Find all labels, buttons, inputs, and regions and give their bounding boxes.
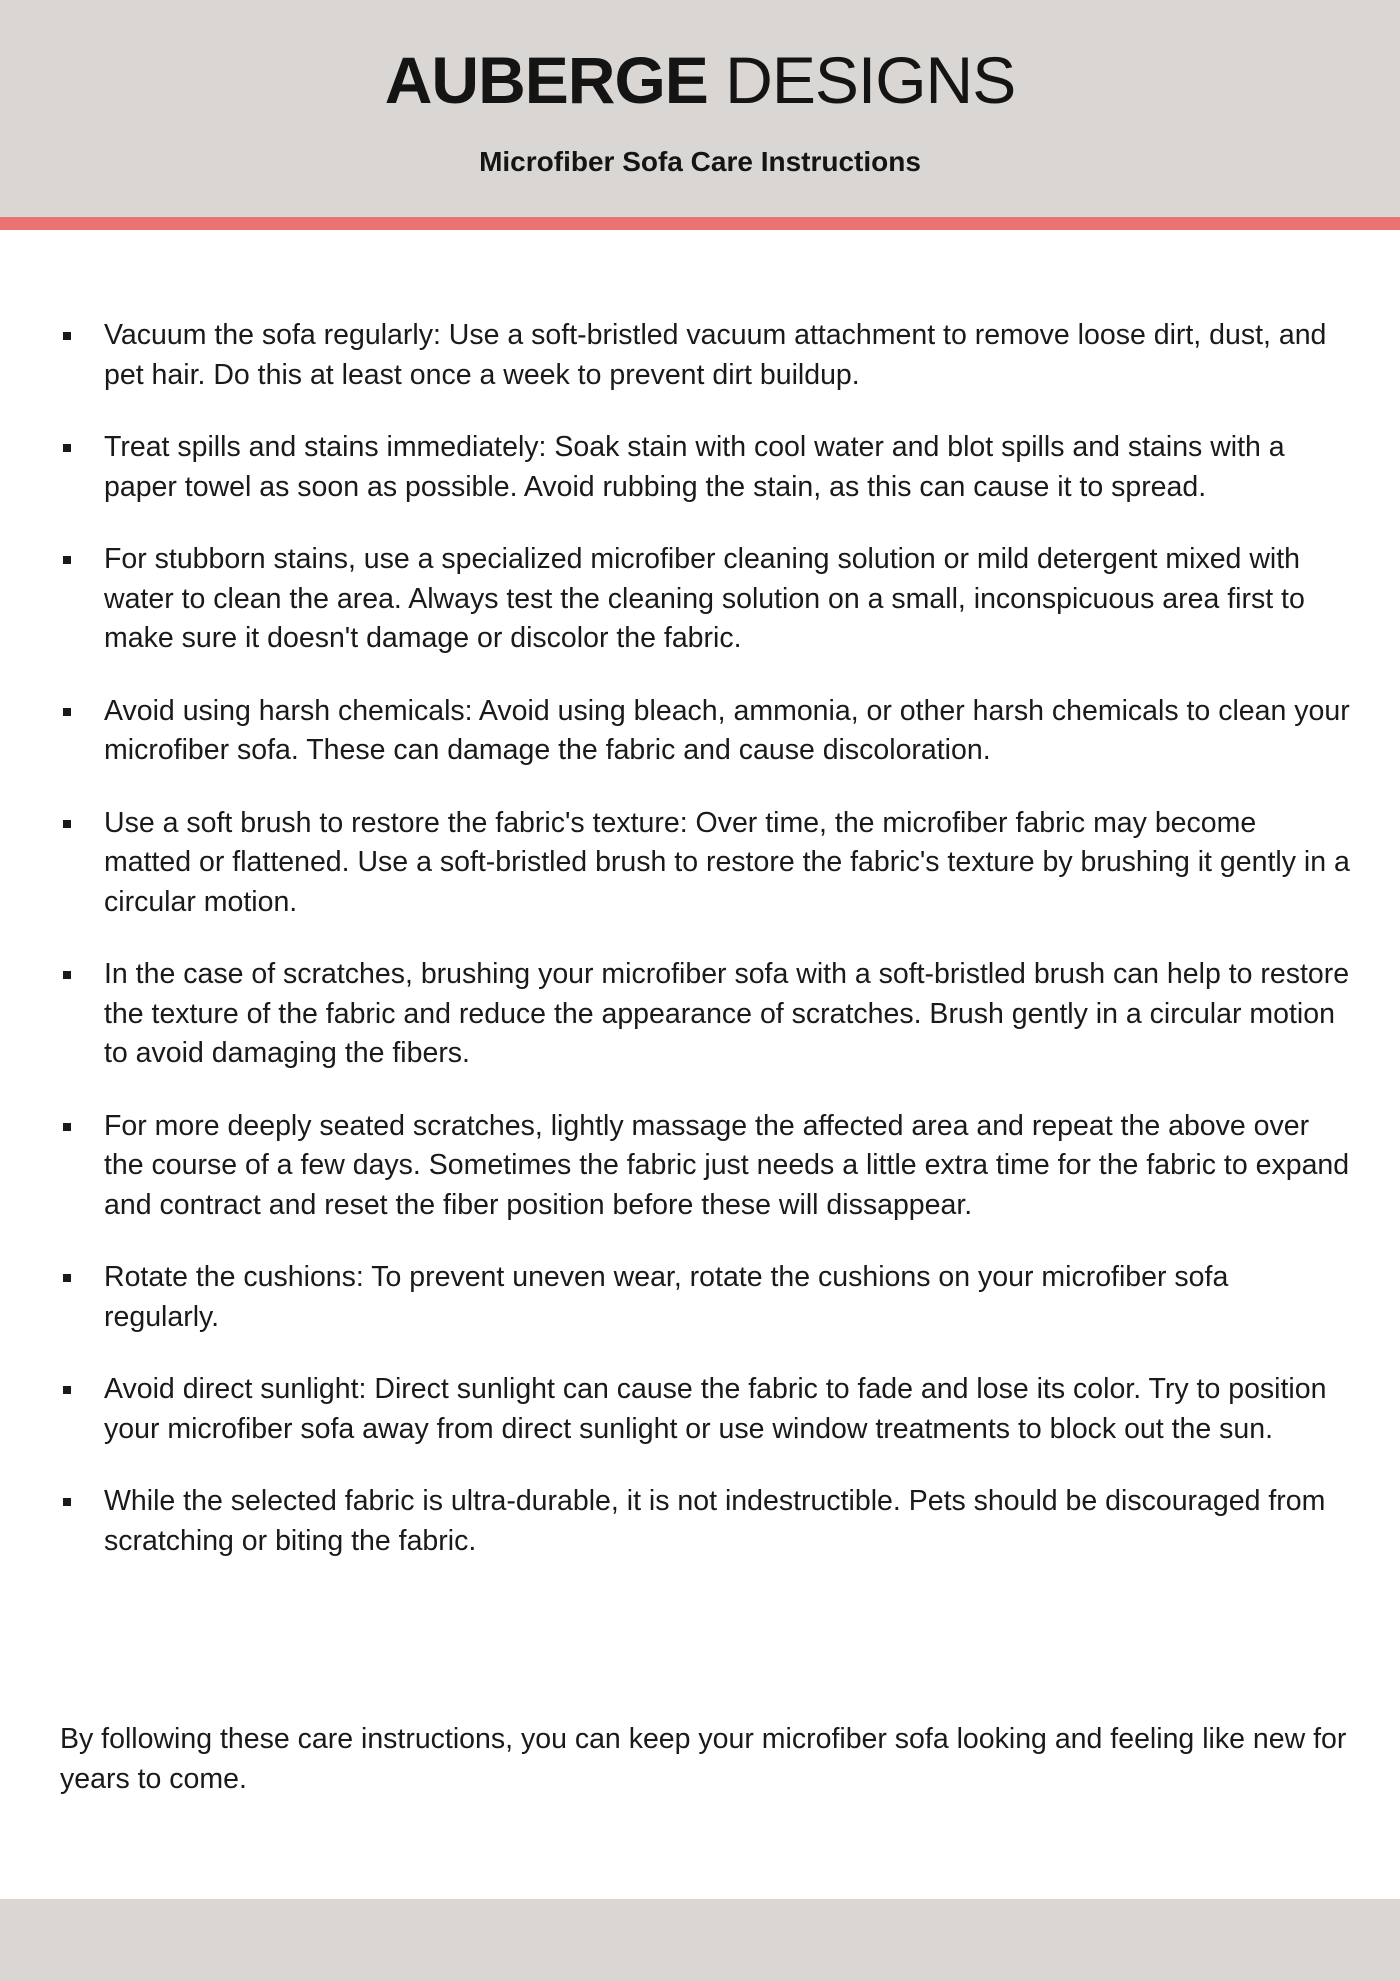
list-item-text: Avoid using harsh chemicals: Avoid using bleach, ammonia, or other harsh chemicals to clean your microfiber sofa. These can damage the fabric and cause discoloration. <box>104 694 1350 766</box>
square-bullet-icon <box>63 556 71 564</box>
square-bullet-icon <box>63 1498 71 1506</box>
list-item-text: Vacuum the sofa regularly: Use a soft-bristled vacuum attachment to remove loose dirt, dust, and pet hair. Do this at least once a week to prevent dirt buildup. <box>104 319 1327 391</box>
brand-name-light: DESIGNS <box>725 43 1016 117</box>
square-bullet-icon <box>63 971 71 979</box>
list-item <box>60 1258 1350 1337</box>
list-item <box>60 316 1350 395</box>
list-item <box>60 540 1350 659</box>
list-item <box>60 804 1350 923</box>
list-item-text: Use a soft brush to restore the fabric's texture: Over time, the microfiber fabric may become matted or flattened. Use a soft-bristled brush to restore the fabric's texture by brushing it gently in a circular motion. <box>104 806 1350 918</box>
brand-name-bold: AUBERGE <box>384 43 708 117</box>
square-bullet-icon <box>63 1386 71 1394</box>
instructions-list <box>60 316 1350 1561</box>
list-item-text: In the case of scratches, brushing your microfiber sofa with a soft-bristled brush can help to restore the texture of the fabric and reduce the appearance of scratches. Brush gently in a circular motion to avoid damaging the fibers. <box>104 958 1350 1069</box>
footer-band <box>0 1899 1400 1981</box>
list-item-text: For stubborn stains, use a specialized microfiber cleaning solution or mild detergent mixed with water to clean the area. Always test the cleaning solution on a small, inconspicuous area first to make sure it doesn't damage or discolor the fabric. <box>104 543 1305 654</box>
list-item-text: Rotate the cushions: To prevent uneven wear, rotate the cushions on your microfiber sofa regularly. <box>104 1261 1229 1333</box>
header-accent-line <box>0 217 1400 230</box>
list-item-text: While the selected fabric is ultra-durable, it is not indestructible. Pets should be discouraged from scratching or biting the fabric. <box>104 1485 1326 1557</box>
square-bullet-icon <box>63 1123 71 1131</box>
square-bullet-icon <box>63 708 71 716</box>
brand-logo <box>0 40 1400 120</box>
square-bullet-icon <box>63 1274 71 1282</box>
list-item <box>60 692 1350 771</box>
list-item-text: For more deeply seated scratches, lightly massage the affected area and repeat the above over the course of a few days. Sometimes the fabric just needs a little extra time for the fabric to expand and contract and reset the fiber position before these will dissappear. <box>104 1109 1350 1221</box>
list-item <box>60 1370 1350 1449</box>
closing-paragraph: By following these care instructions, you can keep your microfiber sofa looking and feeling like new for years to come. <box>60 1723 1347 1795</box>
square-bullet-icon <box>63 820 71 828</box>
document-title: Microfiber Sofa Care Instructions <box>479 146 921 177</box>
list-item <box>60 1482 1350 1561</box>
square-bullet-icon <box>63 332 71 340</box>
list-item-text: Avoid direct sunlight: Direct sunlight can cause the fabric to fade and lose its color. Try to position your microfiber sofa away from direct sunlight or use window treatments to block out the sun. <box>104 1373 1327 1445</box>
list-item <box>60 955 1350 1074</box>
list-item <box>60 428 1350 507</box>
list-item-text: Treat spills and stains immediately: Soak stain with cool water and blot spills and stains with a paper towel as soon as possible. Avoid rubbing the stain, as this can cause it to spread. <box>104 431 1285 503</box>
instructions-section <box>60 316 1350 1594</box>
square-bullet-icon <box>63 444 71 452</box>
list-item <box>60 1107 1350 1226</box>
